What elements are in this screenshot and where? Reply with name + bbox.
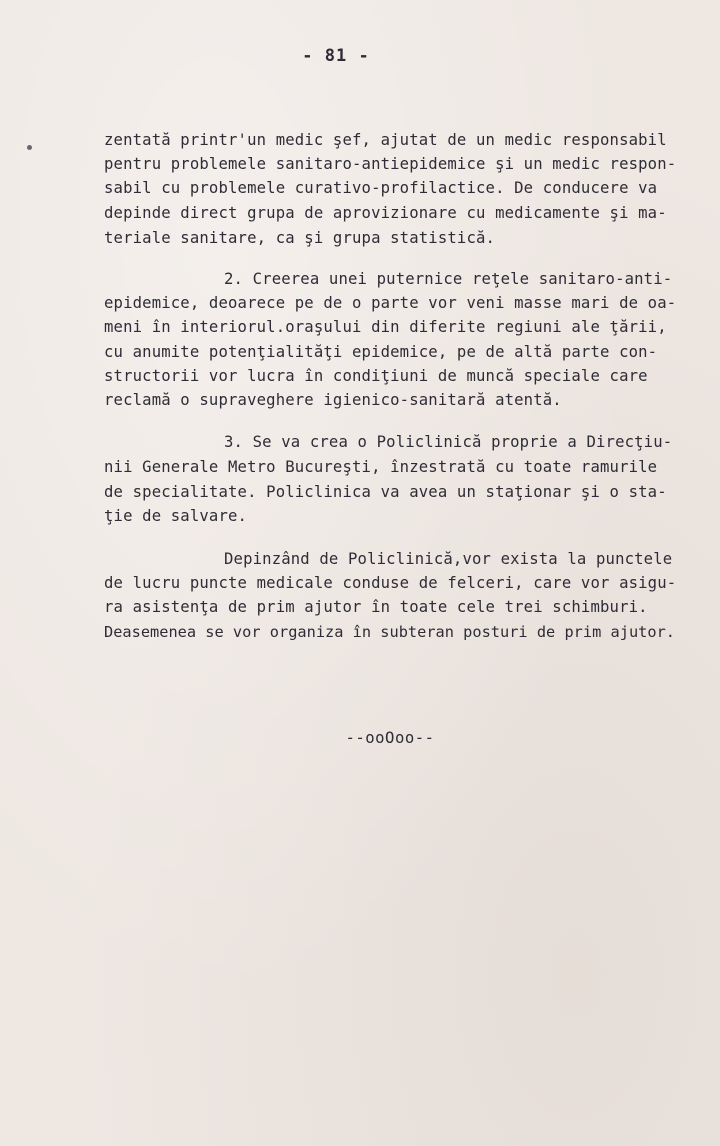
text-line: sabil cu problemele curativo-profilactice. De conducere va xyxy=(104,179,658,197)
text-line: structorii vor lucra în condiţiuni de muncă speciale care xyxy=(104,367,648,385)
text-line: ra asistenţa de prim ajutor în toate cele trei schimburi. xyxy=(104,598,648,616)
text-line: epidemice, deoarece pe de o parte vor veni masse mari de oa- xyxy=(104,294,677,312)
text-line: pentru problemele sanitaro-antiepidemice şi un medic respon- xyxy=(104,155,677,173)
text-line: Depinzând de Policlinică,vor exista la punctele xyxy=(224,550,673,568)
text-line: nii Generale Metro Bucureşti, înzestrată cu toate ramurile xyxy=(104,458,658,476)
text-line: meni în interiorul.oraşului din diferite regiuni ale ţării, xyxy=(104,318,667,336)
text-line: 2. Creerea unei puternice reţele sanitaro-anti- xyxy=(224,270,673,288)
text-line: de lucru puncte medicale conduse de felceri, care vor asigu- xyxy=(104,574,677,592)
text-line: teriale sanitare, ca şi grupa statistică. xyxy=(104,229,496,247)
page-number: - 81 - xyxy=(302,46,370,66)
text-line: cu anumite potenţialităţi epidemice, pe de altă parte con- xyxy=(104,343,658,361)
text-line: de specialitate. Policlinica va avea un staţionar şi o sta- xyxy=(104,483,667,501)
text-line: reclamă o supraveghere igienico-sanitară atentă. xyxy=(104,391,562,409)
text-line: ţie de salvare. xyxy=(104,507,248,525)
text-line: zentată printr'un medic şef, ajutat de un medic responsabil xyxy=(104,131,667,149)
text-line: 3. Se va crea o Policlinică proprie a Direcţiu- xyxy=(224,433,673,451)
text-line: depinde direct grupa de aprovizionare cu medicamente şi ma- xyxy=(104,204,667,222)
margin-ink-dot xyxy=(27,145,32,150)
end-separator: --ooOoo-- xyxy=(345,729,435,747)
text-line: Deasemenea se vor organiza în subteran posturi de prim ajutor. xyxy=(104,623,675,641)
